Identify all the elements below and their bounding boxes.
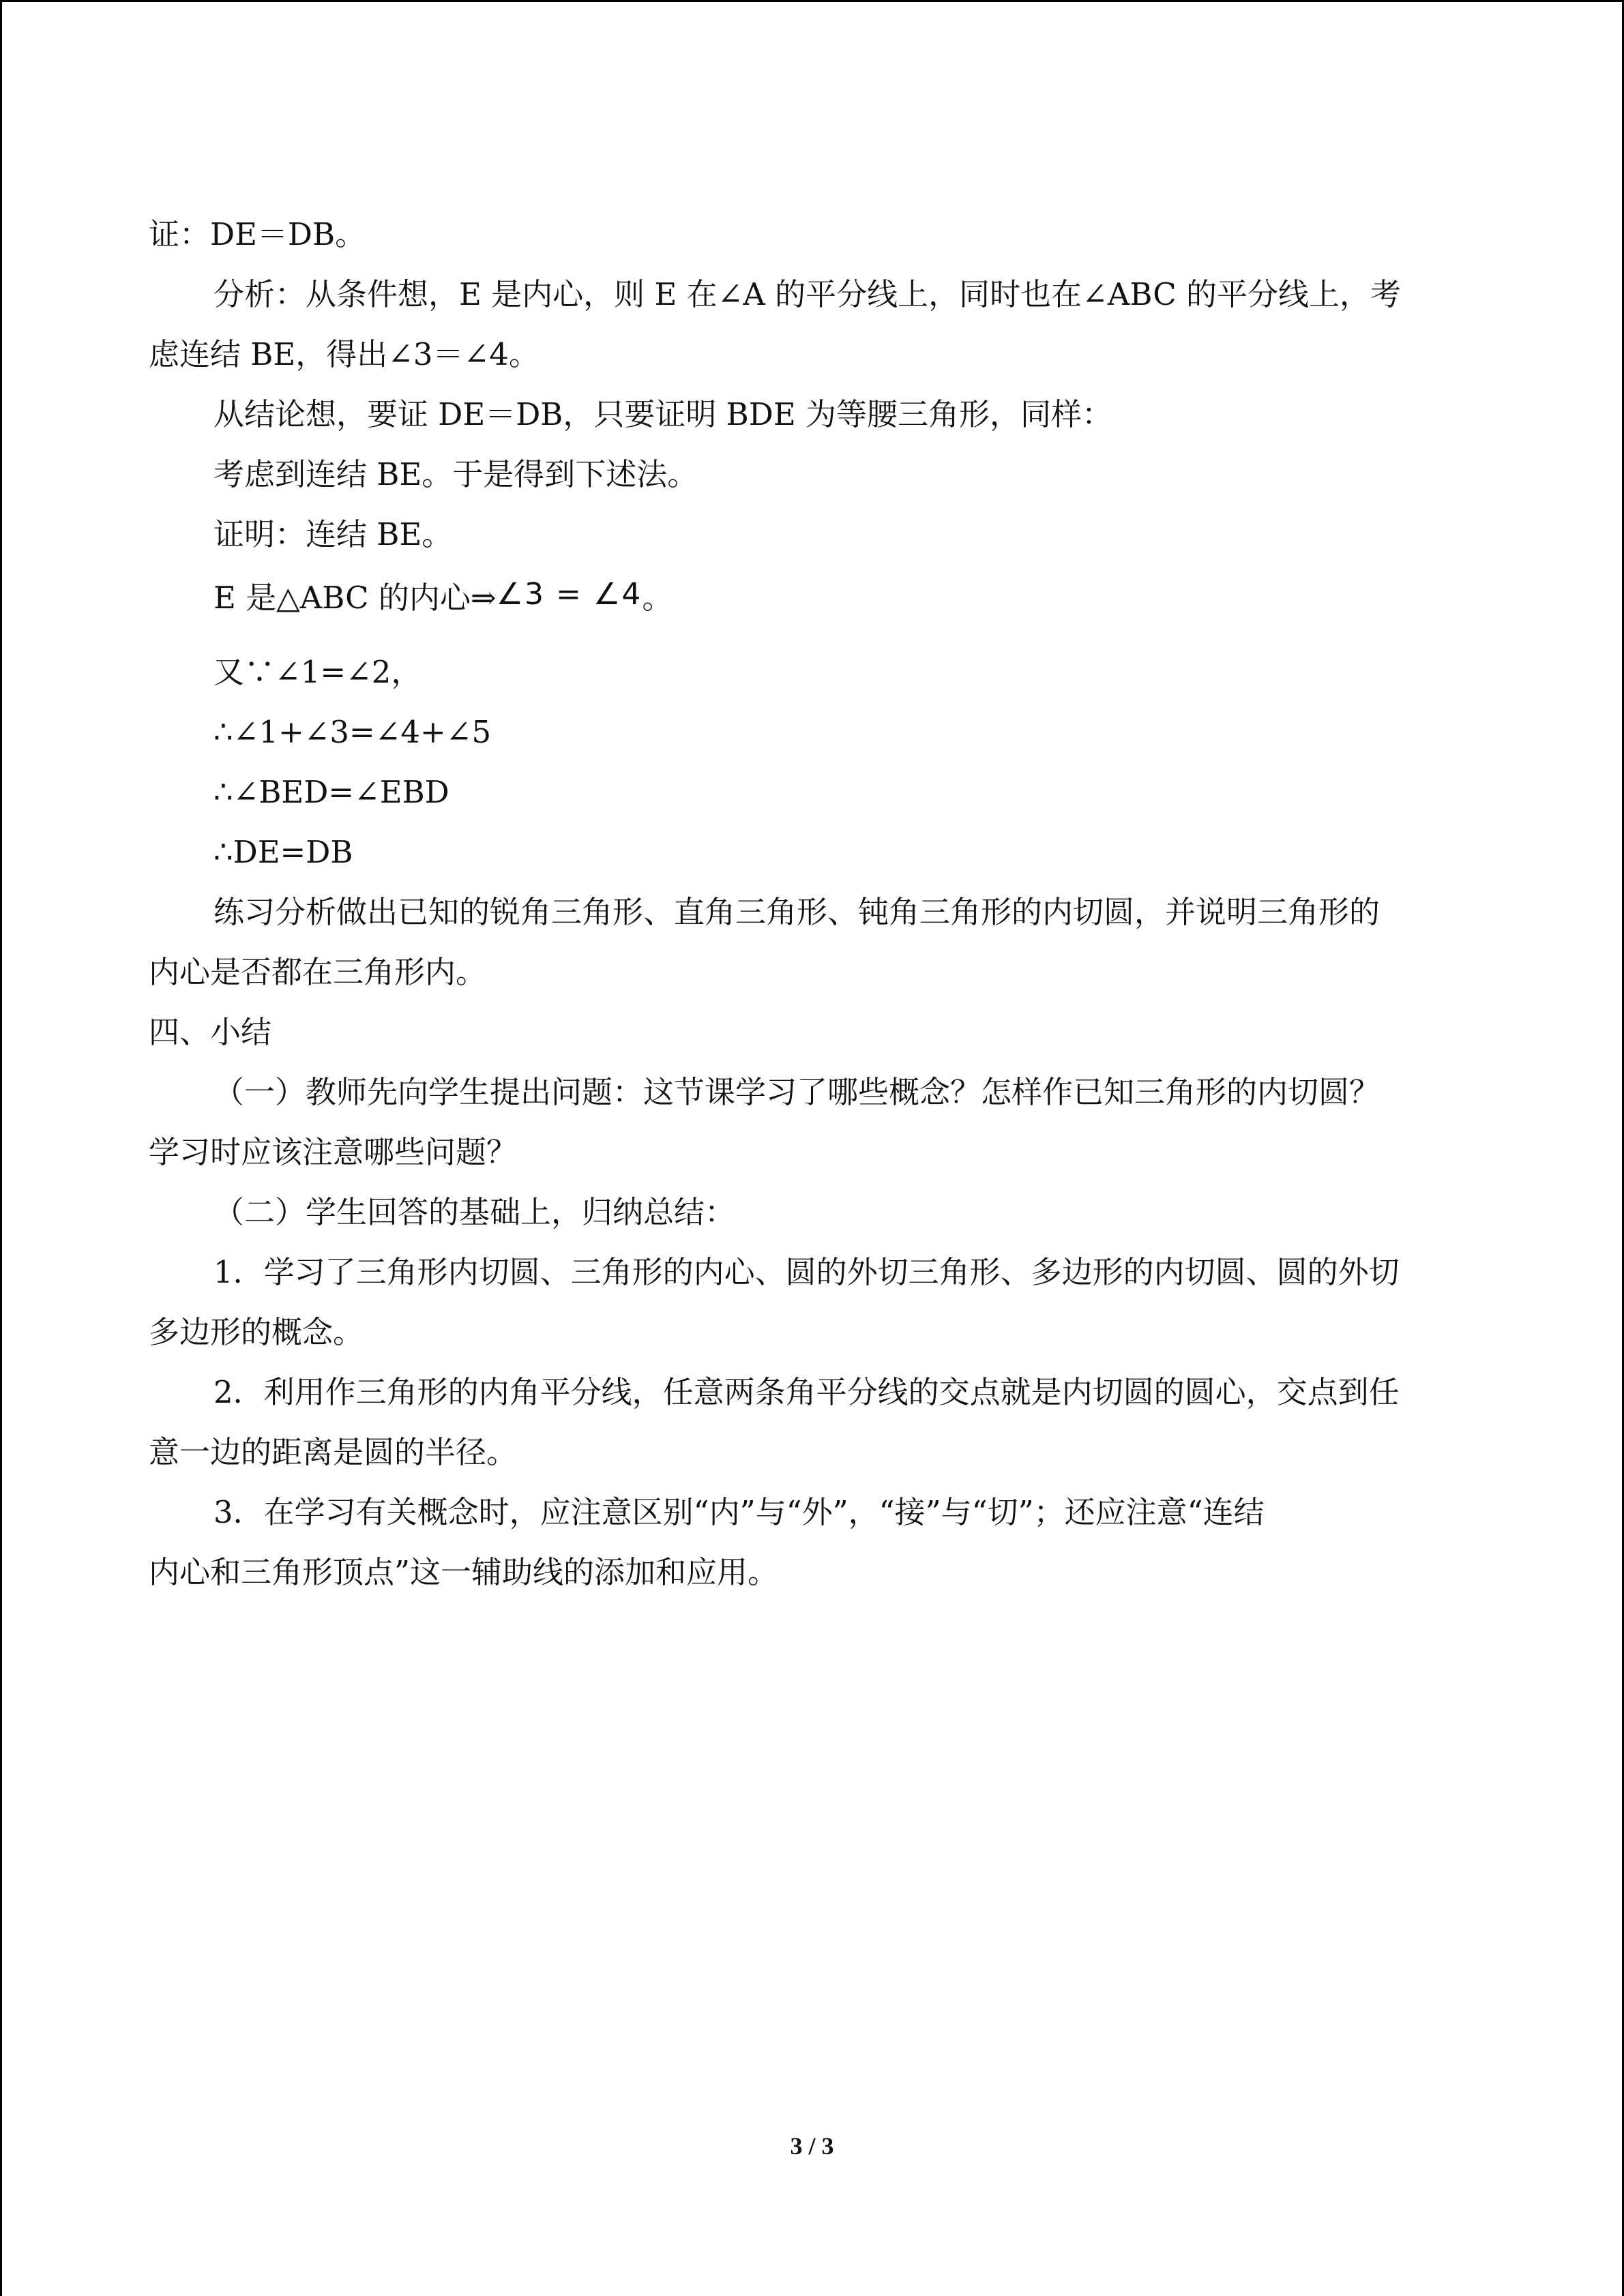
page-number: 3 / 3: [790, 2132, 834, 2160]
spacer: [149, 625, 1475, 642]
section-heading: 四、小结: [149, 1014, 272, 1050]
text-line-with-formula: [149, 565, 1475, 625]
text-line: 分析：从条件想，E 是内心，则 E 在∠A 的平分线上，同时也在∠ABC 的平分线上，考: [213, 276, 1401, 312]
text-line: 练习分析做出已知的锐角三角形、直角三角形、钝角三角形的内切圆，并说明三角形的: [213, 894, 1381, 930]
text-line: ∴∠BED=∠EBD: [213, 774, 449, 810]
text-line: 从结论想，要证 DE＝DB，只要证明 BDE 为等腰三角形，同样：: [213, 396, 1112, 432]
text-line: 又∵∠1=∠2，: [213, 654, 422, 690]
text-line: 意一边的距离是圆的半径。: [149, 1434, 518, 1470]
text-line: ∴∠1+∠3=∠4+∠5: [213, 714, 492, 750]
text-line: 内心和三角形顶点”这一辅助线的添加和应用。: [149, 1554, 779, 1590]
text-line: 虑连结 BE，得出∠3＝∠4。: [149, 336, 540, 372]
document-body: [149, 205, 1475, 1602]
formula-image: ∠3 = ∠4: [496, 577, 643, 612]
text-segment: 。: [642, 580, 673, 616]
text-line: （二）学生回答的基础上，归纳总结：: [213, 1194, 736, 1230]
text-segment: E 是△ABC 的内心⇒: [213, 580, 497, 616]
text-line: 考虑到连结 BE。于是得到下述法。: [213, 456, 698, 492]
list-item: 1．学习了三角形内切圆、三角形的内心、圆的外切三角形、多边形的内切圆、圆的外切: [213, 1254, 1400, 1290]
text-line: （一）教师先向学生提出问题：这节课学习了哪些概念？怎样作已知三角形的内切圆？: [213, 1074, 1381, 1110]
text-line: 学习时应该注意哪些问题？: [149, 1134, 518, 1170]
list-item: 2．利用作三角形的内角平分线，任意两条角平分线的交点就是内切圆的圆心，交点到任: [213, 1374, 1400, 1410]
list-item: 3．在学习有关概念时，应注意区别“内”与“外”，“接”与“切”；还应注意“连结: [213, 1494, 1265, 1530]
text-line: 证：DE＝DB。: [149, 216, 366, 252]
text-line: 内心是否都在三角形内。: [149, 954, 487, 990]
text-line: ∴DE=DB: [213, 834, 353, 870]
text-line: 证明：连结 BE。: [213, 516, 453, 552]
text-line: 多边形的概念。: [149, 1314, 364, 1350]
